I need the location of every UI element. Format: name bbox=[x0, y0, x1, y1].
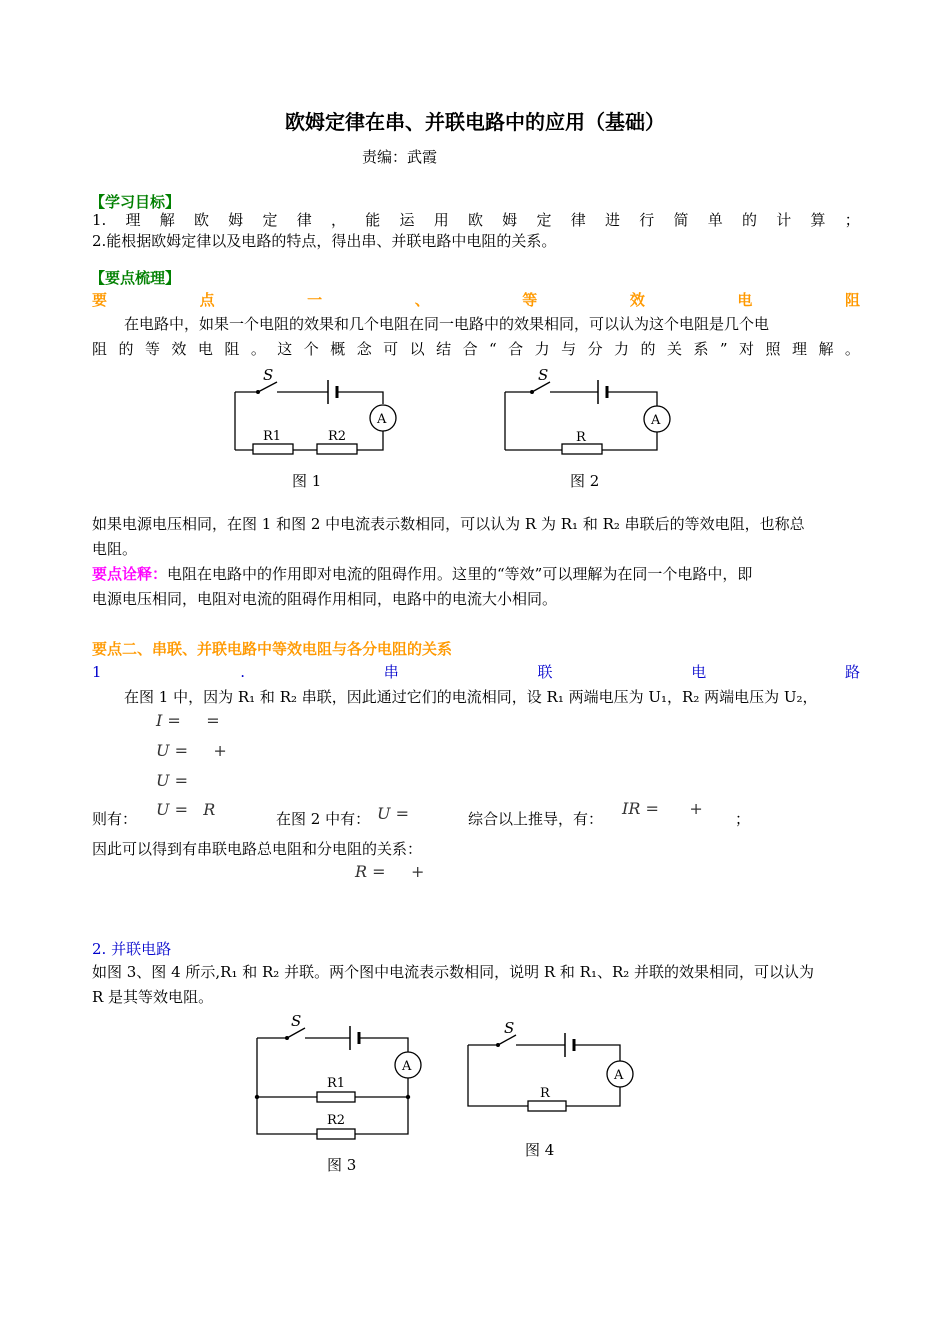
justified-char: 照 bbox=[765, 340, 781, 358]
figure-4-circuit bbox=[460, 1012, 640, 1172]
justified-char: 阻 bbox=[844, 291, 860, 309]
justified-char: 力 bbox=[534, 340, 550, 358]
formula-r-plus: + bbox=[410, 862, 425, 881]
justified-char: 、 bbox=[414, 291, 430, 309]
in-fig2: 在图 2 中有： bbox=[276, 810, 371, 828]
justified-char: 电 bbox=[737, 291, 753, 309]
switch-label: S bbox=[263, 366, 274, 384]
justified-char: 念 bbox=[356, 340, 372, 358]
justified-char: 的 bbox=[742, 211, 758, 229]
justified-char: 一 bbox=[307, 291, 323, 309]
wire bbox=[607, 392, 657, 406]
resistor-r2 bbox=[317, 1129, 355, 1139]
justified-char: “ bbox=[489, 340, 497, 358]
resistor-r2 bbox=[317, 444, 357, 454]
r2-label: R2 bbox=[328, 429, 347, 444]
justified-char: 对 bbox=[739, 340, 755, 358]
formula-ir bbox=[622, 799, 703, 818]
justified-char: 理 bbox=[791, 340, 807, 358]
justified-char: 与 bbox=[561, 340, 577, 358]
justified-char: 运 bbox=[399, 211, 415, 229]
justified-char: 欧 bbox=[194, 211, 210, 229]
justified-char: 1 bbox=[92, 663, 102, 681]
figure-2-circuit bbox=[490, 362, 690, 500]
formula-ir-plus: + bbox=[689, 799, 703, 818]
figure-4-caption: 图 4 bbox=[525, 1141, 555, 1159]
justified-char: 的 bbox=[118, 340, 134, 358]
justified-char: 解 bbox=[159, 211, 175, 229]
note-line1 bbox=[92, 562, 752, 586]
series-paragraph: 在图 1 中，因为 R₁ 和 R₂ 串联，因此通过它们的电流相同，设 R₁ 两端电压为 U₁，R₂ 两端电压为 U₂， bbox=[124, 688, 818, 706]
justified-char: 路 bbox=[844, 663, 860, 681]
resistor-r bbox=[528, 1101, 566, 1111]
justified-char: 欧 bbox=[468, 211, 484, 229]
figure-3-caption: 图 3 bbox=[327, 1156, 357, 1174]
justified-char: 效 bbox=[171, 340, 187, 358]
justified-char: 行 bbox=[639, 211, 655, 229]
justified-char: 律 bbox=[296, 211, 312, 229]
resistor-r1 bbox=[317, 1092, 355, 1102]
justified-char: 串 bbox=[383, 663, 399, 681]
formula-u2 bbox=[156, 800, 215, 819]
formula-u1: U = bbox=[156, 771, 188, 790]
switch-pivot bbox=[285, 1036, 289, 1040]
junction bbox=[255, 1095, 259, 1099]
justified-char: 点 bbox=[199, 291, 215, 309]
ammeter-label: A bbox=[377, 412, 387, 427]
objectives-heading: 【学习目标】 bbox=[90, 193, 181, 211]
justified-char: 律 bbox=[570, 211, 586, 229]
point2-title: 要点二、串联、并联电路中等效电阻与各分电阻的关系 bbox=[92, 640, 453, 658]
justified-char: ” bbox=[719, 340, 728, 358]
switch-label: S bbox=[504, 1019, 515, 1037]
justified-char: 能 bbox=[365, 211, 381, 229]
formula-total-resistance bbox=[355, 862, 424, 881]
justified-char: 系 bbox=[693, 340, 709, 358]
wire bbox=[359, 1038, 408, 1052]
note-label: 要点诠释： bbox=[92, 565, 168, 583]
equivalence-line2: 电阻。 bbox=[92, 540, 138, 558]
justified-char: 等 bbox=[522, 291, 538, 309]
resistor-r bbox=[562, 444, 602, 454]
justified-char: ， bbox=[331, 211, 347, 229]
formula-u2-left: U = bbox=[156, 800, 188, 819]
note-text: 电阻在电路中的作用即对电流的阻碍作用。这里的“等效”可以理解为在同一个电路中，即 bbox=[167, 565, 753, 583]
justified-char: 阻 bbox=[224, 340, 240, 358]
justified-char: 理 bbox=[125, 211, 141, 229]
justified-char: 1. bbox=[92, 211, 107, 229]
justified-char: 分 bbox=[587, 340, 603, 358]
justified-char: 效 bbox=[629, 291, 645, 309]
conclusion-text: 因此可以得到有串联电路总电阻和分电阻的关系： bbox=[92, 840, 423, 858]
justified-char: 这 bbox=[277, 340, 293, 358]
justified-char: 姆 bbox=[228, 211, 244, 229]
series-heading bbox=[92, 660, 860, 684]
switch-pivot bbox=[530, 390, 534, 394]
equivalence-line1: 如果电源电压相同，在图 1 和图 2 中电流表示数相同，可以认为 R 为 R₁ 和 R₂ 串联后的等效电阻，也称总 bbox=[92, 515, 805, 533]
justified-char: 解 bbox=[818, 340, 834, 358]
justified-char: 关 bbox=[666, 340, 682, 358]
wire bbox=[337, 392, 383, 404]
justified-char: 进 bbox=[605, 211, 621, 229]
formula-r-left: R = bbox=[355, 862, 386, 881]
justified-char: 的 bbox=[640, 340, 656, 358]
justified-char: 合 bbox=[508, 340, 524, 358]
formula-plus: + bbox=[213, 741, 227, 760]
point1-paragraph-line2 bbox=[92, 337, 860, 361]
figure-2-caption: 图 2 bbox=[570, 472, 600, 490]
justified-char: 合 bbox=[462, 340, 478, 358]
note-line2: 电源电压相同，电阻对电流的阻碍作用相同，电路中的电流大小相同。 bbox=[92, 590, 558, 608]
junction bbox=[406, 1095, 410, 1099]
justified-char: 联 bbox=[537, 663, 553, 681]
resistor-r1 bbox=[253, 444, 293, 454]
justified-char: 电 bbox=[197, 340, 213, 358]
switch-pivot bbox=[256, 390, 260, 394]
figure-3-circuit bbox=[245, 1008, 435, 1180]
justified-char: . bbox=[240, 663, 246, 681]
page-title: 欧姆定律在串、并联电路中的应用（基础） bbox=[285, 110, 665, 134]
justified-char: ； bbox=[844, 211, 860, 229]
justified-char: 用 bbox=[433, 211, 449, 229]
justified-char: 定 bbox=[536, 211, 552, 229]
then-have: 则有： bbox=[92, 810, 138, 828]
r1-label: R1 bbox=[327, 1076, 346, 1091]
parallel-line2: R 是其等效电阻。 bbox=[92, 988, 214, 1006]
justified-char: 可 bbox=[383, 340, 399, 358]
objective-item-2: 2.能根据欧姆定律以及电路的特点，得出串、并联电路中电阻的关系。 bbox=[92, 232, 557, 250]
points-heading: 【要点梳理】 bbox=[90, 269, 181, 287]
justified-char: 算 bbox=[810, 211, 826, 229]
justified-char: 电 bbox=[691, 663, 707, 681]
justified-char: 定 bbox=[262, 211, 278, 229]
r-label: R bbox=[540, 1086, 550, 1101]
justified-char: 阻 bbox=[92, 340, 108, 358]
justified-char: 概 bbox=[330, 340, 346, 358]
wire bbox=[574, 1045, 620, 1061]
justified-char: 。 bbox=[250, 340, 266, 358]
formula-voltage-sum bbox=[156, 741, 227, 760]
r1-label: R1 bbox=[263, 429, 282, 444]
r-label: R bbox=[576, 430, 586, 445]
justified-char: 结 bbox=[436, 340, 452, 358]
figure-1-caption: 图 1 bbox=[292, 472, 322, 490]
justified-char: 计 bbox=[776, 211, 792, 229]
switch-pivot bbox=[496, 1043, 500, 1047]
formula-i: I = bbox=[156, 711, 181, 730]
ammeter-label: A bbox=[402, 1059, 412, 1074]
switch-label: S bbox=[538, 366, 549, 384]
parallel-heading: 2. 并联电路 bbox=[92, 940, 172, 958]
justified-char: 力 bbox=[614, 340, 630, 358]
formula-end: ； bbox=[735, 810, 751, 828]
ammeter-label: A bbox=[614, 1068, 624, 1083]
justified-char: 简 bbox=[673, 211, 689, 229]
formula-fig2: U = bbox=[377, 804, 409, 823]
editor-credit: 责编：武霞 bbox=[362, 148, 438, 166]
justified-char: 姆 bbox=[502, 211, 518, 229]
switch-label: S bbox=[291, 1012, 302, 1030]
combine-text: 综合以上推导，有： bbox=[468, 810, 604, 828]
figure-1-circuit bbox=[215, 362, 465, 500]
justified-char: 个 bbox=[303, 340, 319, 358]
formula-eq: = bbox=[206, 711, 220, 730]
justified-char: 以 bbox=[409, 340, 425, 358]
point1-paragraph-line1: 在电路中，如果一个电阻的效果和几个电阻在同一电路中的效果相同，可以认为这个电阻是几个电 bbox=[124, 315, 770, 333]
justified-char: 等 bbox=[144, 340, 160, 358]
formula-current bbox=[156, 711, 220, 730]
ammeter-label: A bbox=[651, 413, 661, 428]
justified-char: 单 bbox=[707, 211, 723, 229]
parallel-line1: 如图 3、图 4 所示,R₁ 和 R₂ 并联。两个图中电流表示数相同，说明 R 和 R₁、R₂ 并联的效果相同，可以认为 bbox=[92, 963, 815, 981]
point1-title bbox=[92, 288, 860, 312]
r2-label: R2 bbox=[327, 1113, 346, 1128]
justified-char: 。 bbox=[844, 340, 860, 358]
justified-char: 要 bbox=[92, 291, 108, 309]
formula-u2-r: R bbox=[203, 800, 216, 819]
formula-ir-left: IR = bbox=[622, 799, 659, 818]
formula-u: U = bbox=[156, 741, 188, 760]
